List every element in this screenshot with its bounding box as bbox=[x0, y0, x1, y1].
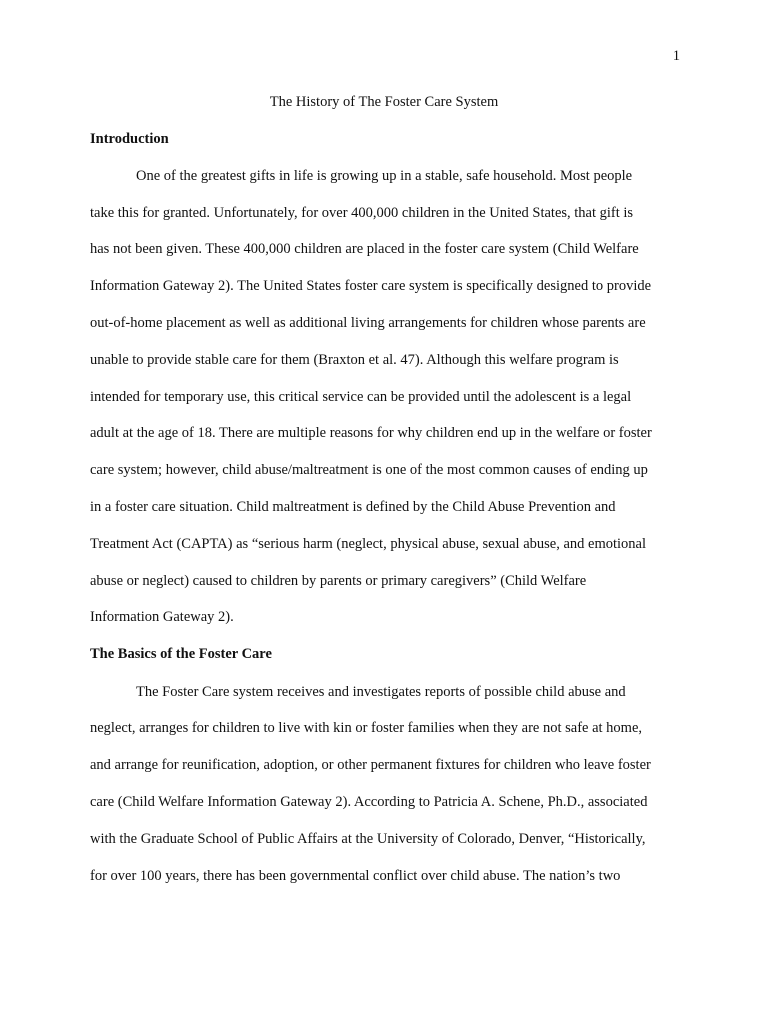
page-number: 1 bbox=[672, 48, 680, 64]
paragraph-line: unable to provide stable care for them (Braxton et al. 47). Although this welfare program is bbox=[90, 352, 619, 368]
paragraph-line: One of the greatest gifts in life is growing up in a stable, safe household. Most people bbox=[136, 168, 633, 184]
paragraph-line: and arrange for reunification, adoption, or other permanent fixtures for children who leave foster bbox=[90, 757, 651, 773]
section-heading-basics: The Basics of the Foster Care bbox=[90, 646, 272, 662]
paragraph-line: for over 100 years, there has been governmental conflict over child abuse. The nation’s two bbox=[90, 868, 621, 884]
paragraph-line: The Foster Care system receives and investigates reports of possible child abuse and bbox=[136, 684, 626, 700]
paragraph-line: Information Gateway 2). bbox=[90, 609, 234, 625]
paragraph-line: abuse or neglect) caused to children by parents or primary caregivers” (Child Welfare bbox=[90, 573, 587, 589]
document-title: The History of The Foster Care System bbox=[269, 94, 499, 110]
paragraph-line: has not been given. These 400,000 children are placed in the foster care system (Child Welfare bbox=[90, 241, 639, 257]
section-heading-introduction: Introduction bbox=[90, 131, 169, 147]
paragraph-line: neglect, arranges for children to live with kin or foster families when they are not safe at home, bbox=[90, 720, 643, 736]
paragraph-line: care system; however, child abuse/maltreatment is one of the most common causes of ending up bbox=[90, 462, 648, 478]
paragraph-line: care (Child Welfare Information Gateway 2). According to Patricia A. Schene, Ph.D., associated bbox=[90, 794, 648, 810]
paragraph-line: intended for temporary use, this critical service can be provided until the adolescent is a legal bbox=[90, 389, 632, 405]
paragraph-line: out-of-home placement as well as additional living arrangements for children whose parents are bbox=[90, 315, 646, 331]
paragraph-line: take this for granted. Unfortunately, for over 400,000 children in the United States, that gift is bbox=[90, 205, 634, 221]
paragraph-line: Information Gateway 2). The United States foster care system is specifically designed to provide bbox=[90, 278, 652, 294]
paragraph-line: Treatment Act (CAPTA) as “serious harm (neglect, physical abuse, sexual abuse, and emotional bbox=[90, 536, 647, 552]
paragraph-line: in a foster care situation. Child maltreatment is defined by the Child Abuse Prevention and bbox=[90, 499, 616, 515]
paragraph-line: with the Graduate School of Public Affairs at the University of Colorado, Denver, “Historically, bbox=[90, 831, 646, 847]
paragraph-line: adult at the age of 18. There are multiple reasons for why children end up in the welfare or foster bbox=[90, 425, 652, 441]
